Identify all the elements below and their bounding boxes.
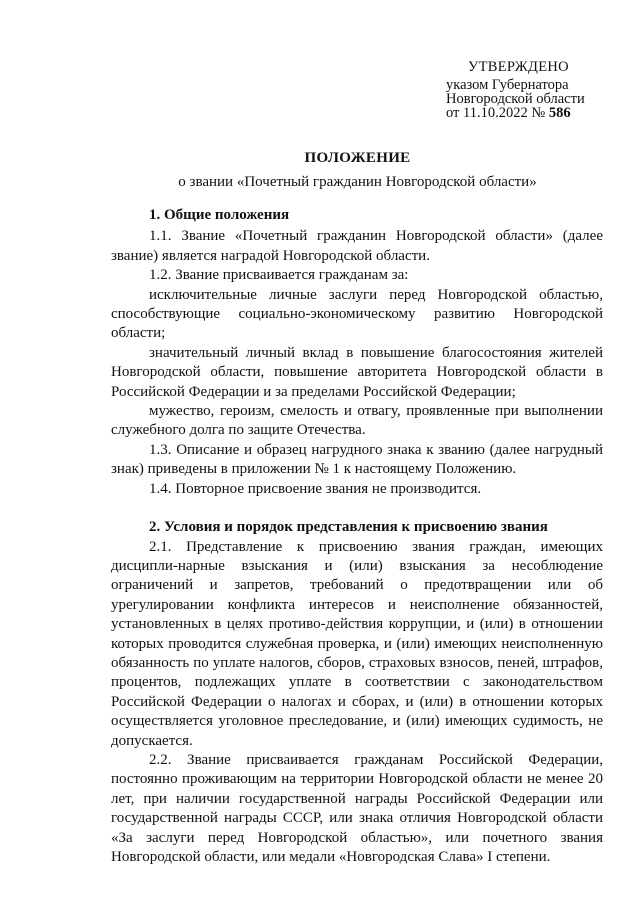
paragraph-2-1: 2.1. Представление к присвоению звания граждан, имеющих дисципли-нарные взыскания и (или) взыскания за несоблюдение ограничений и запретов, требований о предотвращении или об урегулировании конфликта интересов и неисполнение обязанностей, установленных в целях противо-действия коррупции, и (или) в отношении которых проводится служебная проверка, и (или) имеющих неисполненную обязанность по уплате налогов, сборов, страховых взносов, пеней, штрафов, процентов, подлежащих уплате в соответствии с законодательством Российской Федерации о налогах и сборах, и (или) в отношении которых осуществляется уголовное преследование, и (или) имеющих судимость, не допускается. [111, 538, 603, 749]
paragraph-1-2: 1.2. Звание присваивается гражданам за: [149, 267, 409, 284]
paragraph-1-2-b: значительный личный вклад в повышение благосостояния жителей Новгородской области, повышение авторитета Новгородской области в Российской Федерации и за пределами Российской Федерации; [111, 344, 603, 400]
section-1-heading: 1. Общие положения [149, 207, 290, 223]
paragraph-1-1: 1.1. Звание «Почетный гражданин Новгородской области» (далее звание) является наградой Новгородской области. [111, 228, 603, 264]
decree-issuer: указом Губернатора [446, 77, 569, 93]
decree-number: 586 [548, 105, 571, 121]
decree-date-prefix: от 11.10.2022 № [446, 105, 549, 121]
document-subtitle: о звании «Почетный гражданин Новгородской области» [178, 174, 537, 190]
document-body [111, 206, 603, 867]
decree-date [446, 106, 585, 120]
paragraph-1-2-a: исключительные личные заслуги перед Новгородской областью, способствующие социально-экономическому развитию Новгородской области; [111, 286, 603, 342]
paragraph-2-2: 2.2. Звание присваивается гражданам Российской Федерации, постоянно проживающим на территории Новгородской области не менее 20 лет, при наличии государственной награды Российской Федерации или государственной награды СССР, или знака отличия Новгородской области «За заслуги перед Новгородской областью», или почетного звания Новгородской области, или медали «Новгородская Слава» I степени. [111, 751, 603, 865]
approval-stamp [446, 60, 585, 120]
paragraph-1-4: 1.4. Повторное присвоение звания не производится. [149, 480, 482, 497]
paragraph-1-2-c: мужество, героизм, смелость и отвагу, проявленные при выполнении служебного долга по защите Отечества. [111, 403, 603, 439]
document-title: ПОЛОЖЕНИЕ [304, 150, 411, 166]
decree-region: Новгородской области [446, 91, 585, 107]
section-2-heading: 2. Условия и порядок представления к присвоению звания [149, 519, 548, 536]
approved-label: УТВЕРЖДЕНО [468, 59, 569, 75]
paragraph-1-3: 1.3. Описание и образец нагрудного знака к званию (далее нагрудный знак) приведены в приложении № 1 к настоящему Положению. [111, 441, 603, 478]
